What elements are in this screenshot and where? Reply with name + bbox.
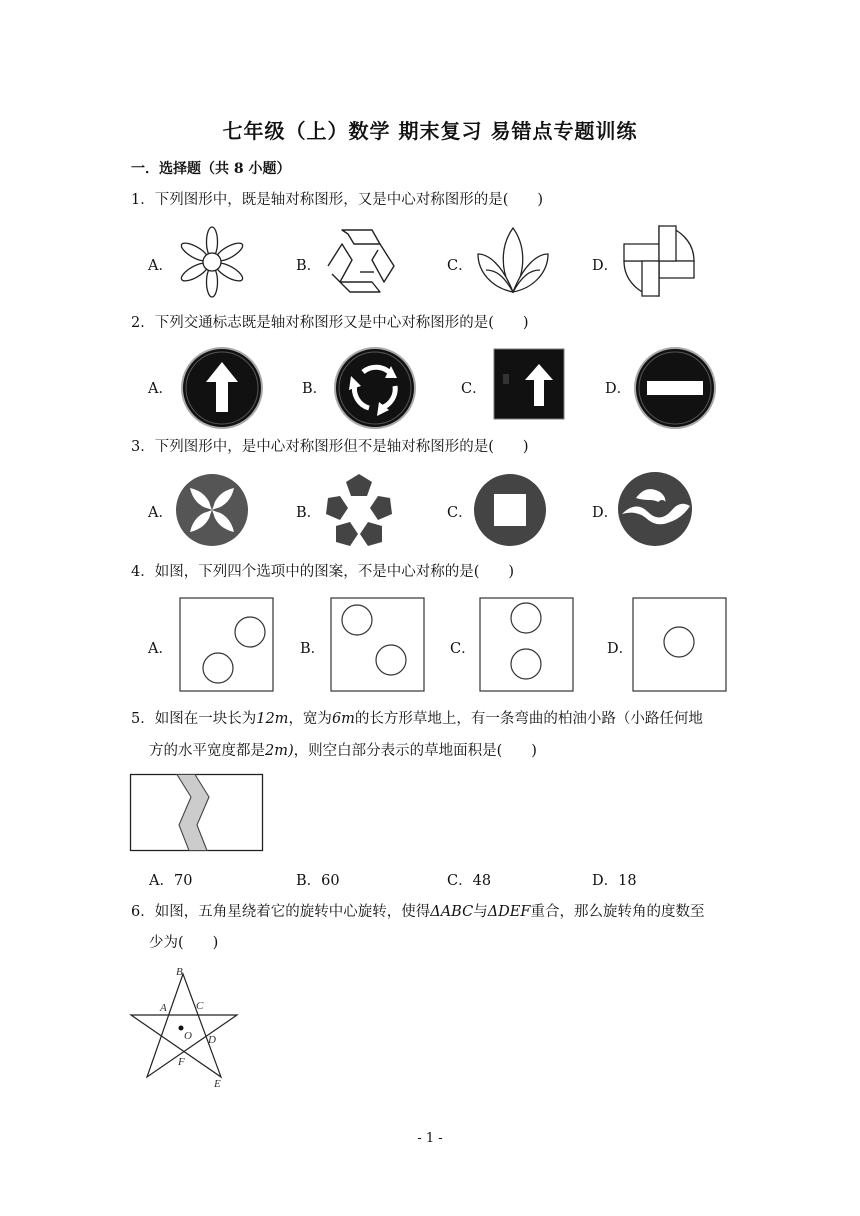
roundabout-sign <box>333 346 417 430</box>
q5-text-d: 方的水平宽度都是 <box>149 743 265 759</box>
q3-option-d[interactable]: D． <box>592 505 619 521</box>
q6-text-c: 重合，那么旋转角的度数至 <box>530 904 705 920</box>
q3-option-a[interactable]: A． <box>148 505 173 521</box>
q5-text-c: 的长方形草地上，有一条弯曲的柏油小路（小路任何地 <box>354 711 703 727</box>
star-label-f: F <box>178 1056 185 1068</box>
star-label-o: O <box>184 1030 192 1042</box>
lotus-icon <box>474 224 552 296</box>
star-label-c: C <box>196 1000 204 1012</box>
q1-option-a[interactable]: A． <box>148 258 173 274</box>
q4-figure-a <box>178 596 276 694</box>
question-2-stem: 2．下列交通标志既是轴对称图形又是中心对称图形的是( ) <box>131 315 529 331</box>
q5-answer-b[interactable]: B．60 <box>296 873 340 889</box>
q5-lawn-figure <box>129 773 265 853</box>
question-1-stem: 1．下列图形中，既是轴对称图形，又是中心对称图形的是( ) <box>131 192 544 208</box>
question-5-stem-line1 <box>131 708 703 730</box>
up-arrow-circle-sign <box>180 346 264 430</box>
q2-option-c[interactable]: C． <box>461 381 487 397</box>
question-6-stem-line2: 少为( ) <box>149 935 219 951</box>
q1-option-d[interactable]: D． <box>592 258 619 274</box>
q4-option-a[interactable]: A． <box>148 641 173 657</box>
question-6-stem-line1 <box>131 901 704 923</box>
q6-text-b: 与 <box>473 904 488 920</box>
q5-text-e: ，则空白部分表示的草地面积是( ) <box>293 743 537 759</box>
q5-answer-d[interactable]: D．18 <box>592 873 637 889</box>
q3-option-c[interactable]: C． <box>447 505 473 521</box>
star-label-b: B <box>176 966 183 978</box>
page-title: 七年级（上）数学 期末复习 易错点专题训练 <box>222 119 638 143</box>
q4-figure-d <box>631 596 729 694</box>
q6-text-a: 6．如图，五角星绕着它的旋转中心旋转，使得 <box>131 904 431 920</box>
up-arrow-square-sign <box>493 348 565 420</box>
q2-option-b[interactable]: B． <box>302 381 328 397</box>
q3-option-b[interactable]: B． <box>296 505 322 521</box>
star-label-a: A <box>160 1002 167 1014</box>
recycle-hexagon-icon <box>324 226 398 296</box>
no-entry-sign <box>633 346 717 430</box>
q6-math-def: ΔDEF <box>487 904 531 920</box>
q4-option-c[interactable]: C． <box>450 641 476 657</box>
page-number: - 1 - <box>417 1131 443 1146</box>
square-in-circle-icon <box>472 472 548 548</box>
pinwheel-icon <box>620 222 698 300</box>
wave-circle-icon <box>616 470 694 548</box>
q6-star-figure <box>128 964 242 1092</box>
q2-option-a[interactable]: A． <box>148 381 173 397</box>
q4-option-d[interactable]: D． <box>607 641 634 657</box>
four-leaf-circle-icon <box>174 472 250 548</box>
q5-text-b: ，宽为 <box>288 711 332 727</box>
q5-answer-a[interactable]: A．70 <box>149 873 193 889</box>
q4-figure-c <box>478 596 576 694</box>
q5-text-a: 5．如图在一块长为 <box>131 711 257 727</box>
q5-math-path-width: 2m) <box>265 743 294 759</box>
question-3-stem: 3．下列图形中，是中心对称图形但不是轴对称图形的是( ) <box>131 439 529 455</box>
section-heading: 一．选择题（共 8 小题） <box>131 161 291 177</box>
star-label-d: D <box>208 1034 216 1046</box>
q5-math-width: 6m <box>331 711 355 727</box>
q1-option-c[interactable]: C． <box>447 258 473 274</box>
star-label-e: E <box>214 1078 221 1090</box>
q5-answer-c[interactable]: C．48 <box>447 873 492 889</box>
q5-math-length: 12m <box>256 711 289 727</box>
q2-option-d[interactable]: D． <box>605 381 632 397</box>
pentagon-ring-icon <box>320 472 398 548</box>
q4-option-b[interactable]: B． <box>300 641 326 657</box>
question-5-stem-line2 <box>149 740 537 762</box>
q4-figure-b <box>329 596 427 694</box>
question-4-stem: 4．如图，下列四个选项中的图案，不是中心对称的是( ) <box>131 564 515 580</box>
flower-icon <box>176 226 248 298</box>
q1-option-b[interactable]: B． <box>296 258 322 274</box>
q6-math-abc: ΔABC <box>430 904 474 920</box>
